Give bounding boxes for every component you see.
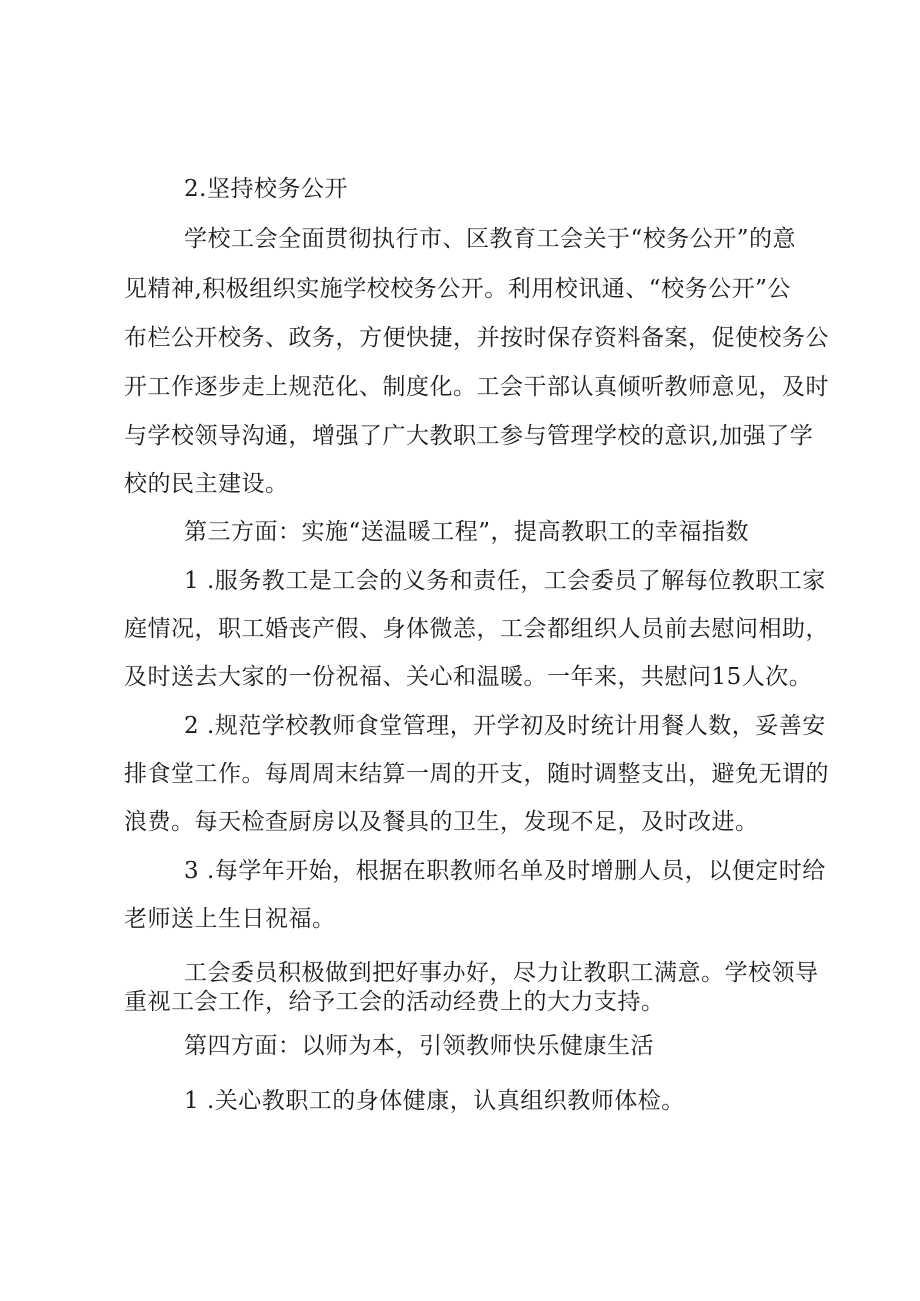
section-heading: 第四方面：以师为本，引领教师快乐健康生活 [184, 1033, 654, 1059]
paragraph-line: 布栏公开校务、政务，方便快捷，并按时保存资料备案，促使校务公 [124, 325, 829, 351]
paragraph-line: 与学校领导沟通，增强了广大教职工参与管理学校的意识,加强了学 [124, 423, 814, 449]
paragraph-line: 开工作逐步走上规范化、制度化。工会干部认真倾听教师意见，及时 [124, 374, 829, 400]
paragraph-line: 浪费。每天检查厨房以及餐具的卫生，发现不足，及时改进。 [124, 809, 759, 835]
paragraph-line: 1 .关心教职工的身体健康，认真组织教师体检。 [184, 1088, 685, 1114]
paragraph-line: 老师送上生日祝福。 [124, 906, 336, 932]
paragraph-line: 重视工会工作，给予工会的活动经费上的大力支持。 [124, 989, 665, 1015]
paragraph-line: 排食堂工作。每周周末结算一周的开支，随时调整支出，避免无谓的 [124, 761, 829, 787]
paragraph-line: 工会委员积极做到把好事办好，尽力让教职工满意。学校领导 [184, 960, 819, 986]
paragraph-line: 3 .每学年开始，根据在职教师名单及时增删人员，以便定时给 [184, 858, 826, 884]
section-heading: 2.坚持校务公开 [184, 176, 348, 202]
paragraph-line: 庭情况，职工婚丧产假、身体微恙，工会都组织人员前去慰问相助， [124, 616, 829, 642]
paragraph-line: 1 .服务教工是工会的义务和责任，工会委员了解每位教职工家 [184, 568, 826, 594]
paragraph-line: 见精神,积极组织实施学校校务公开。利用校讯通、“校务公开”公 [124, 276, 791, 302]
paragraph-line: 2 .规范学校教师食堂管理，开学初及时统计用餐人数，妥善安 [184, 713, 826, 739]
paragraph-line: 及时送去大家的一份祝福、关心和温暖。一年来，共慰问15人次。 [124, 664, 813, 690]
paragraph-line: 校的民主建设。 [124, 471, 289, 497]
section-heading: 第三方面：实施“送温暖工程”，提高教职工的幸福指数 [184, 519, 750, 545]
paragraph-line: 学校工会全面贯彻执行市、区教育工会关于“校务公开”的意 [184, 226, 797, 252]
